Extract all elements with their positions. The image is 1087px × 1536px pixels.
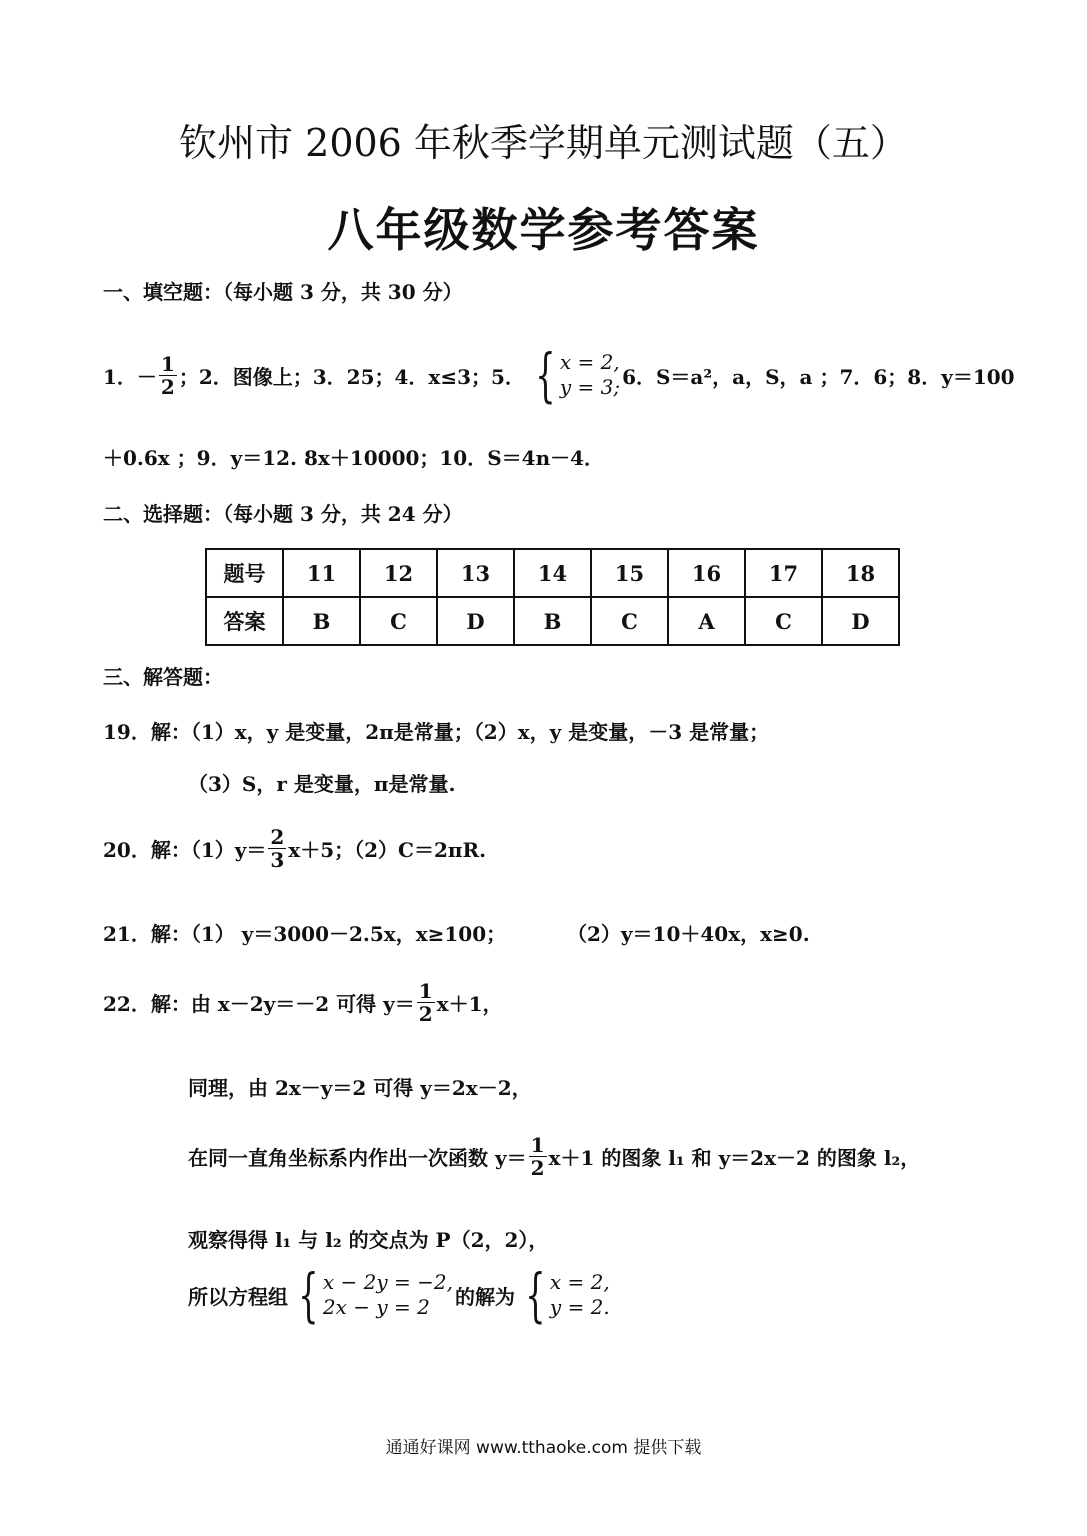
answer-cell: B (283, 597, 360, 645)
brace-icon: { (535, 341, 556, 409)
system-row: y = 3; (559, 375, 621, 399)
answer-cell: B (514, 597, 591, 645)
fraction-denominator: 2 (530, 1156, 545, 1180)
system-row: x = 2, (559, 350, 620, 374)
question-number-cell: 13 (437, 549, 514, 597)
question-19-line2: （3）S，r 是变量，π是常量. (188, 772, 456, 796)
section2-heading: 二、选择题：（每小题 3 分，共 24 分） (103, 502, 463, 526)
question-22-line1 (103, 980, 502, 1025)
fill-answers-line1 (103, 341, 1015, 409)
question-22-line5-mid: 的解为 (455, 1284, 515, 1309)
question-number-cell: 17 (745, 549, 822, 597)
page-title: 钦州市 2006 年秋季学期单元测试题（五） (179, 121, 908, 165)
question-20-fraction (268, 826, 286, 871)
brace-icon: { (525, 1261, 546, 1329)
question-20-rest: x＋5；（2）C＝2πR. (288, 838, 487, 862)
question-19-line1: 19．解：（1）x，y 是变量，2π是常量；（2）x，y 是变量，－3 是常量； (103, 720, 770, 744)
fill-answers-line2: ＋0.6x ；9．y＝12. 8x＋10000；10．S＝4n－4． (103, 446, 605, 470)
answer-cell: D (822, 597, 899, 645)
table-header-cell: 答案 (206, 597, 283, 645)
question-number-cell: 16 (668, 549, 745, 597)
answer-cell: C (591, 597, 668, 645)
system-row: y = 2. (549, 1295, 610, 1319)
system-row: x − 2y = −2, (322, 1270, 453, 1294)
fraction-denominator: 3 (270, 848, 285, 872)
footer-text: 通通好课网 www.tthaoke.com 提供下载 (385, 1438, 702, 1458)
question-number-cell: 12 (360, 549, 437, 597)
question-number-cell: 11 (283, 549, 360, 597)
answer-5-system (527, 341, 621, 409)
question-22-line3-fraction (529, 1134, 547, 1179)
fraction-denominator: 2 (418, 1002, 433, 1026)
question-22-line3 (188, 1134, 920, 1179)
question-22-line2: 同理，由 2x－y＝2 可得 y＝2x－2， (188, 1076, 532, 1100)
question-number-cell: 18 (822, 549, 899, 597)
question-22-line5 (188, 1261, 612, 1329)
answer-cell: C (745, 597, 822, 645)
question-22-line3-rest: x＋1 的图象 l₁ 和 y＝2x－2 的图象 l₂， (548, 1146, 921, 1170)
question-22-line5-prefix: 所以方程组 (188, 1284, 288, 1309)
question-20 (103, 826, 486, 871)
system-row: x = 2, (549, 1270, 610, 1294)
fraction-numerator: 1 (530, 1133, 545, 1157)
section3-heading: 三、解答题： (103, 665, 223, 689)
answer-table (205, 548, 900, 646)
question-22-rest: x＋1， (436, 992, 503, 1016)
fraction-numerator: 1 (160, 351, 175, 376)
brace-icon: { (298, 1261, 319, 1329)
question-22-line3-prefix: 在同一直角坐标系内作出一次函数 y＝ (188, 1146, 527, 1170)
answers-6-to-8: 6．S＝a²，a，S，a ；7．6；8．y＝100 (622, 364, 1015, 389)
table-header-cell: 题号 (206, 549, 283, 597)
fraction-numerator: 2 (270, 825, 285, 849)
answer-cell: A (668, 597, 745, 645)
question-number-cell: 14 (514, 549, 591, 597)
question-number-cell: 15 (591, 549, 668, 597)
question-21-part1: 21．解：（1） y＝3000－2.5x，x≥100； (103, 922, 507, 946)
page-subtitle: 八年级数学参考答案 (327, 203, 760, 257)
answer-cell: C (360, 597, 437, 645)
section1-heading: 一、填空题：（每小题 3 分，共 30 分） (103, 280, 463, 304)
answer-cell: D (437, 597, 514, 645)
fraction-denominator: 2 (160, 374, 175, 399)
table-row-questions (206, 549, 899, 597)
question-21-part2: （2）y＝10＋40x，x≥0. (567, 922, 810, 946)
answer-1-prefix: 1．－ (103, 364, 157, 389)
fraction-numerator: 1 (418, 979, 433, 1003)
answer-1-fraction (159, 353, 177, 398)
question-22-fraction (417, 980, 435, 1025)
question-22-prefix: 22．解：由 x－2y＝－2 可得 y＝ (103, 992, 415, 1016)
question-22-line4: 观察得得 l₁ 与 l₂ 的交点为 P（2，2）， (188, 1228, 549, 1252)
question-20-prefix: 20．解：（1）y＝ (103, 838, 267, 862)
answers-2-to-5: ；2．图像上；3．25；4．x≤3；5． (178, 364, 525, 389)
table-row-answers (206, 597, 899, 645)
equation-system (290, 1261, 453, 1329)
solution-system (517, 1261, 610, 1329)
system-row: 2x − y = 2 (322, 1295, 430, 1319)
